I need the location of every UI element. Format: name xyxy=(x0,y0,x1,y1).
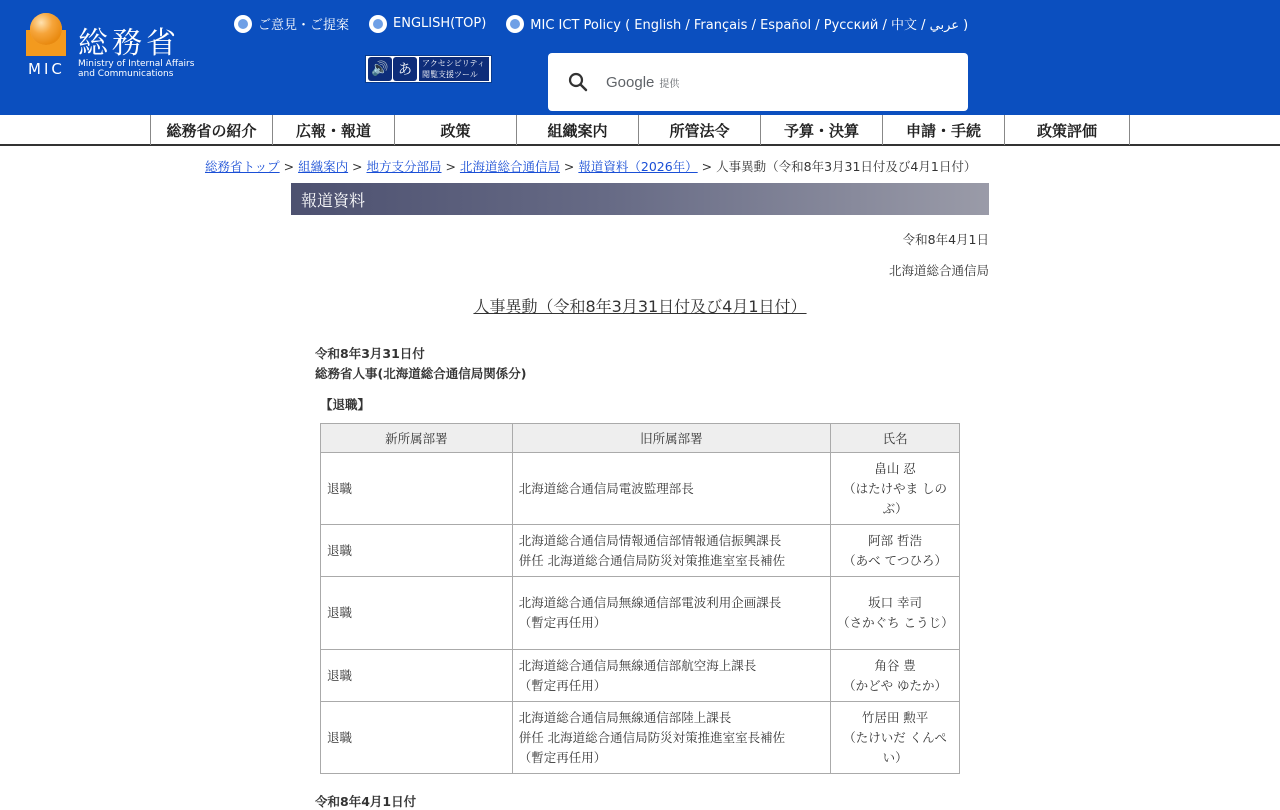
table-row xyxy=(321,525,960,577)
table-row xyxy=(321,702,960,774)
nav-item-laws[interactable]: 所管法令 xyxy=(639,115,761,145)
cell-old-dept xyxy=(512,577,830,650)
logo-mic: MIC xyxy=(28,60,65,78)
breadcrumb-link-top[interactable]: 総務省トップ xyxy=(205,159,280,174)
header-links xyxy=(234,14,988,33)
person-kana: （あべ てつひろ） xyxy=(843,552,948,568)
person-kana: （かどや ゆたか） xyxy=(843,677,948,693)
cell-new-dept: 退職 xyxy=(321,650,513,702)
person-name: 竹居田 勲平 xyxy=(861,709,929,725)
subsection-date: 令和8年3月31日付 xyxy=(315,346,425,361)
old-dept-line: 北海道総合通信局無線通信部陸上課長 xyxy=(518,709,732,725)
english-top-link-label: ENGLISH(TOP) xyxy=(393,16,487,31)
search-provided-label: 提供 xyxy=(659,78,680,90)
google-brand: Google xyxy=(606,73,655,91)
old-dept-line: 北海道総合通信局電波監理部長 xyxy=(518,480,694,496)
nav-item-press[interactable]: 広報・報道 xyxy=(273,115,395,145)
person-name: 阿部 哲浩 xyxy=(868,532,923,548)
cell-name xyxy=(831,525,960,577)
breadcrumb-current: 人事異動（令和8年3月31日付及び4月1日付） xyxy=(716,159,977,174)
person-kana: （たけいだ くんぺい） xyxy=(843,729,947,765)
site-header xyxy=(0,0,1280,115)
speaker-icon: 🔊 xyxy=(368,57,392,81)
cell-old-dept xyxy=(512,702,830,774)
site-search-box[interactable] xyxy=(548,53,968,111)
logo-orange-ball-icon xyxy=(26,12,66,56)
mic-ict-policy-link[interactable] xyxy=(506,14,968,33)
cell-old-dept xyxy=(512,650,830,702)
logo-english-line2: and Communications xyxy=(78,69,174,79)
radio-bullet-icon xyxy=(506,15,524,33)
breadcrumb-link-press-2026[interactable]: 報道資料（2026年） xyxy=(578,159,698,174)
cell-name xyxy=(831,577,960,650)
table-row xyxy=(321,650,960,702)
person-name: 角谷 豊 xyxy=(874,657,916,673)
breadcrumb-link-regional[interactable]: 地方支分部局 xyxy=(366,159,442,174)
cell-new-dept: 退職 xyxy=(321,577,513,650)
accessibility-tool-label-line1: アクセシビリティ xyxy=(422,59,485,68)
nav-item-about[interactable]: 総務省の紹介 xyxy=(151,115,273,145)
breadcrumb-link-organization[interactable]: 組織案内 xyxy=(298,159,349,174)
cell-new-dept: 退職 xyxy=(321,453,513,525)
retirement-label: 【退職】 xyxy=(320,397,371,412)
table-header-row xyxy=(321,424,960,453)
old-dept-line: （暫定再任用） xyxy=(518,677,607,693)
old-dept-line: （暫定再任用） xyxy=(518,749,607,765)
nav-item-applications[interactable]: 申請・手続 xyxy=(883,115,1005,145)
table-row xyxy=(321,577,960,650)
old-dept-line: 北海道総合通信局情報通信部情報通信振興課長 xyxy=(518,532,782,548)
section-banner: 報道資料 xyxy=(291,183,989,215)
cell-name xyxy=(831,702,960,774)
next-subsection-date: 令和8年4月1日付 xyxy=(315,794,417,809)
release-date: 令和8年4月1日 xyxy=(902,232,989,247)
logo-japanese: 総務省 xyxy=(78,26,180,61)
cell-new-dept: 退職 xyxy=(321,702,513,774)
issuer: 北海道総合通信局 xyxy=(888,263,989,278)
person-name: 坂口 幸司 xyxy=(868,595,923,610)
old-dept-line: 併任 北海道総合通信局防災対策推進室室長補佐 xyxy=(518,552,786,568)
old-dept-line: 北海道総合通信局無線通信部航空海上課長 xyxy=(518,657,757,673)
old-dept-line: 北海道総合通信局無線通信部電波利用企画課長 xyxy=(518,595,782,610)
cell-name xyxy=(831,453,960,525)
nav-item-budget[interactable]: 予算・決算 xyxy=(761,115,883,145)
breadcrumb-link-hokkaido[interactable]: 北海道総合通信局 xyxy=(459,159,560,174)
logo-english xyxy=(78,59,194,79)
accessibility-tool-label xyxy=(419,57,489,81)
nav-item-organization[interactable]: 組織案内 xyxy=(517,115,639,145)
personnel-table xyxy=(320,423,960,774)
header-old-dept: 旧所属部署 xyxy=(512,424,830,453)
page-title: 人事異動（令和8年3月31日付及び4月1日付） xyxy=(473,297,807,316)
logo-english-line1: Ministry of Internal Affairs xyxy=(78,59,195,69)
person-kana: （はたけやま しのぶ） xyxy=(843,480,948,516)
radio-bullet-icon xyxy=(369,15,387,33)
nav-item-evaluation[interactable]: 政策評価 xyxy=(1005,115,1130,145)
old-dept-line: （暫定再任用） xyxy=(518,615,607,630)
subsection-org: 総務省人事(北海道総合通信局関係分) xyxy=(315,366,527,381)
cell-old-dept xyxy=(512,525,830,577)
nav-item-policy[interactable]: 政策 xyxy=(395,115,517,145)
header-name: 氏名 xyxy=(831,424,960,453)
cell-old-dept xyxy=(512,453,830,525)
radio-bullet-icon xyxy=(234,15,252,33)
cell-new-dept: 退職 xyxy=(321,525,513,577)
old-dept-line: 併任 北海道総合通信局防災対策推進室室長補佐 xyxy=(518,729,786,745)
accessibility-tool-label-line2: 閲覧支援ツール xyxy=(422,70,478,79)
hiragana-a-icon: あ xyxy=(393,57,417,81)
table-row xyxy=(321,453,960,525)
cell-name xyxy=(831,650,960,702)
breadcrumb: 総務省トップ > 組織案内 > 地方支分部局 > 北海道総合通信局 > 報道資料（2026年） > 人事異動（令和8年3月31日付及び4月1日付） xyxy=(205,159,977,174)
person-kana: （さかぐち こうじ） xyxy=(837,615,954,630)
opinion-link-label: ご意見・ご提案 xyxy=(258,18,350,33)
header-new-dept: 新所属部署 xyxy=(321,424,513,453)
search-icon[interactable] xyxy=(568,72,588,92)
global-nav-items xyxy=(150,115,1130,145)
site-logo[interactable] xyxy=(26,12,216,82)
mic-ict-policy-link-label: MIC ICT Policy ( English / Français / Español / Русский / 中文 / عربي ) xyxy=(530,18,969,33)
global-nav xyxy=(0,115,1280,146)
opinion-link[interactable] xyxy=(234,14,349,33)
person-name: 畠山 忍 xyxy=(874,460,916,476)
english-top-link[interactable] xyxy=(369,15,486,33)
accessibility-tool-button[interactable] xyxy=(365,55,492,83)
